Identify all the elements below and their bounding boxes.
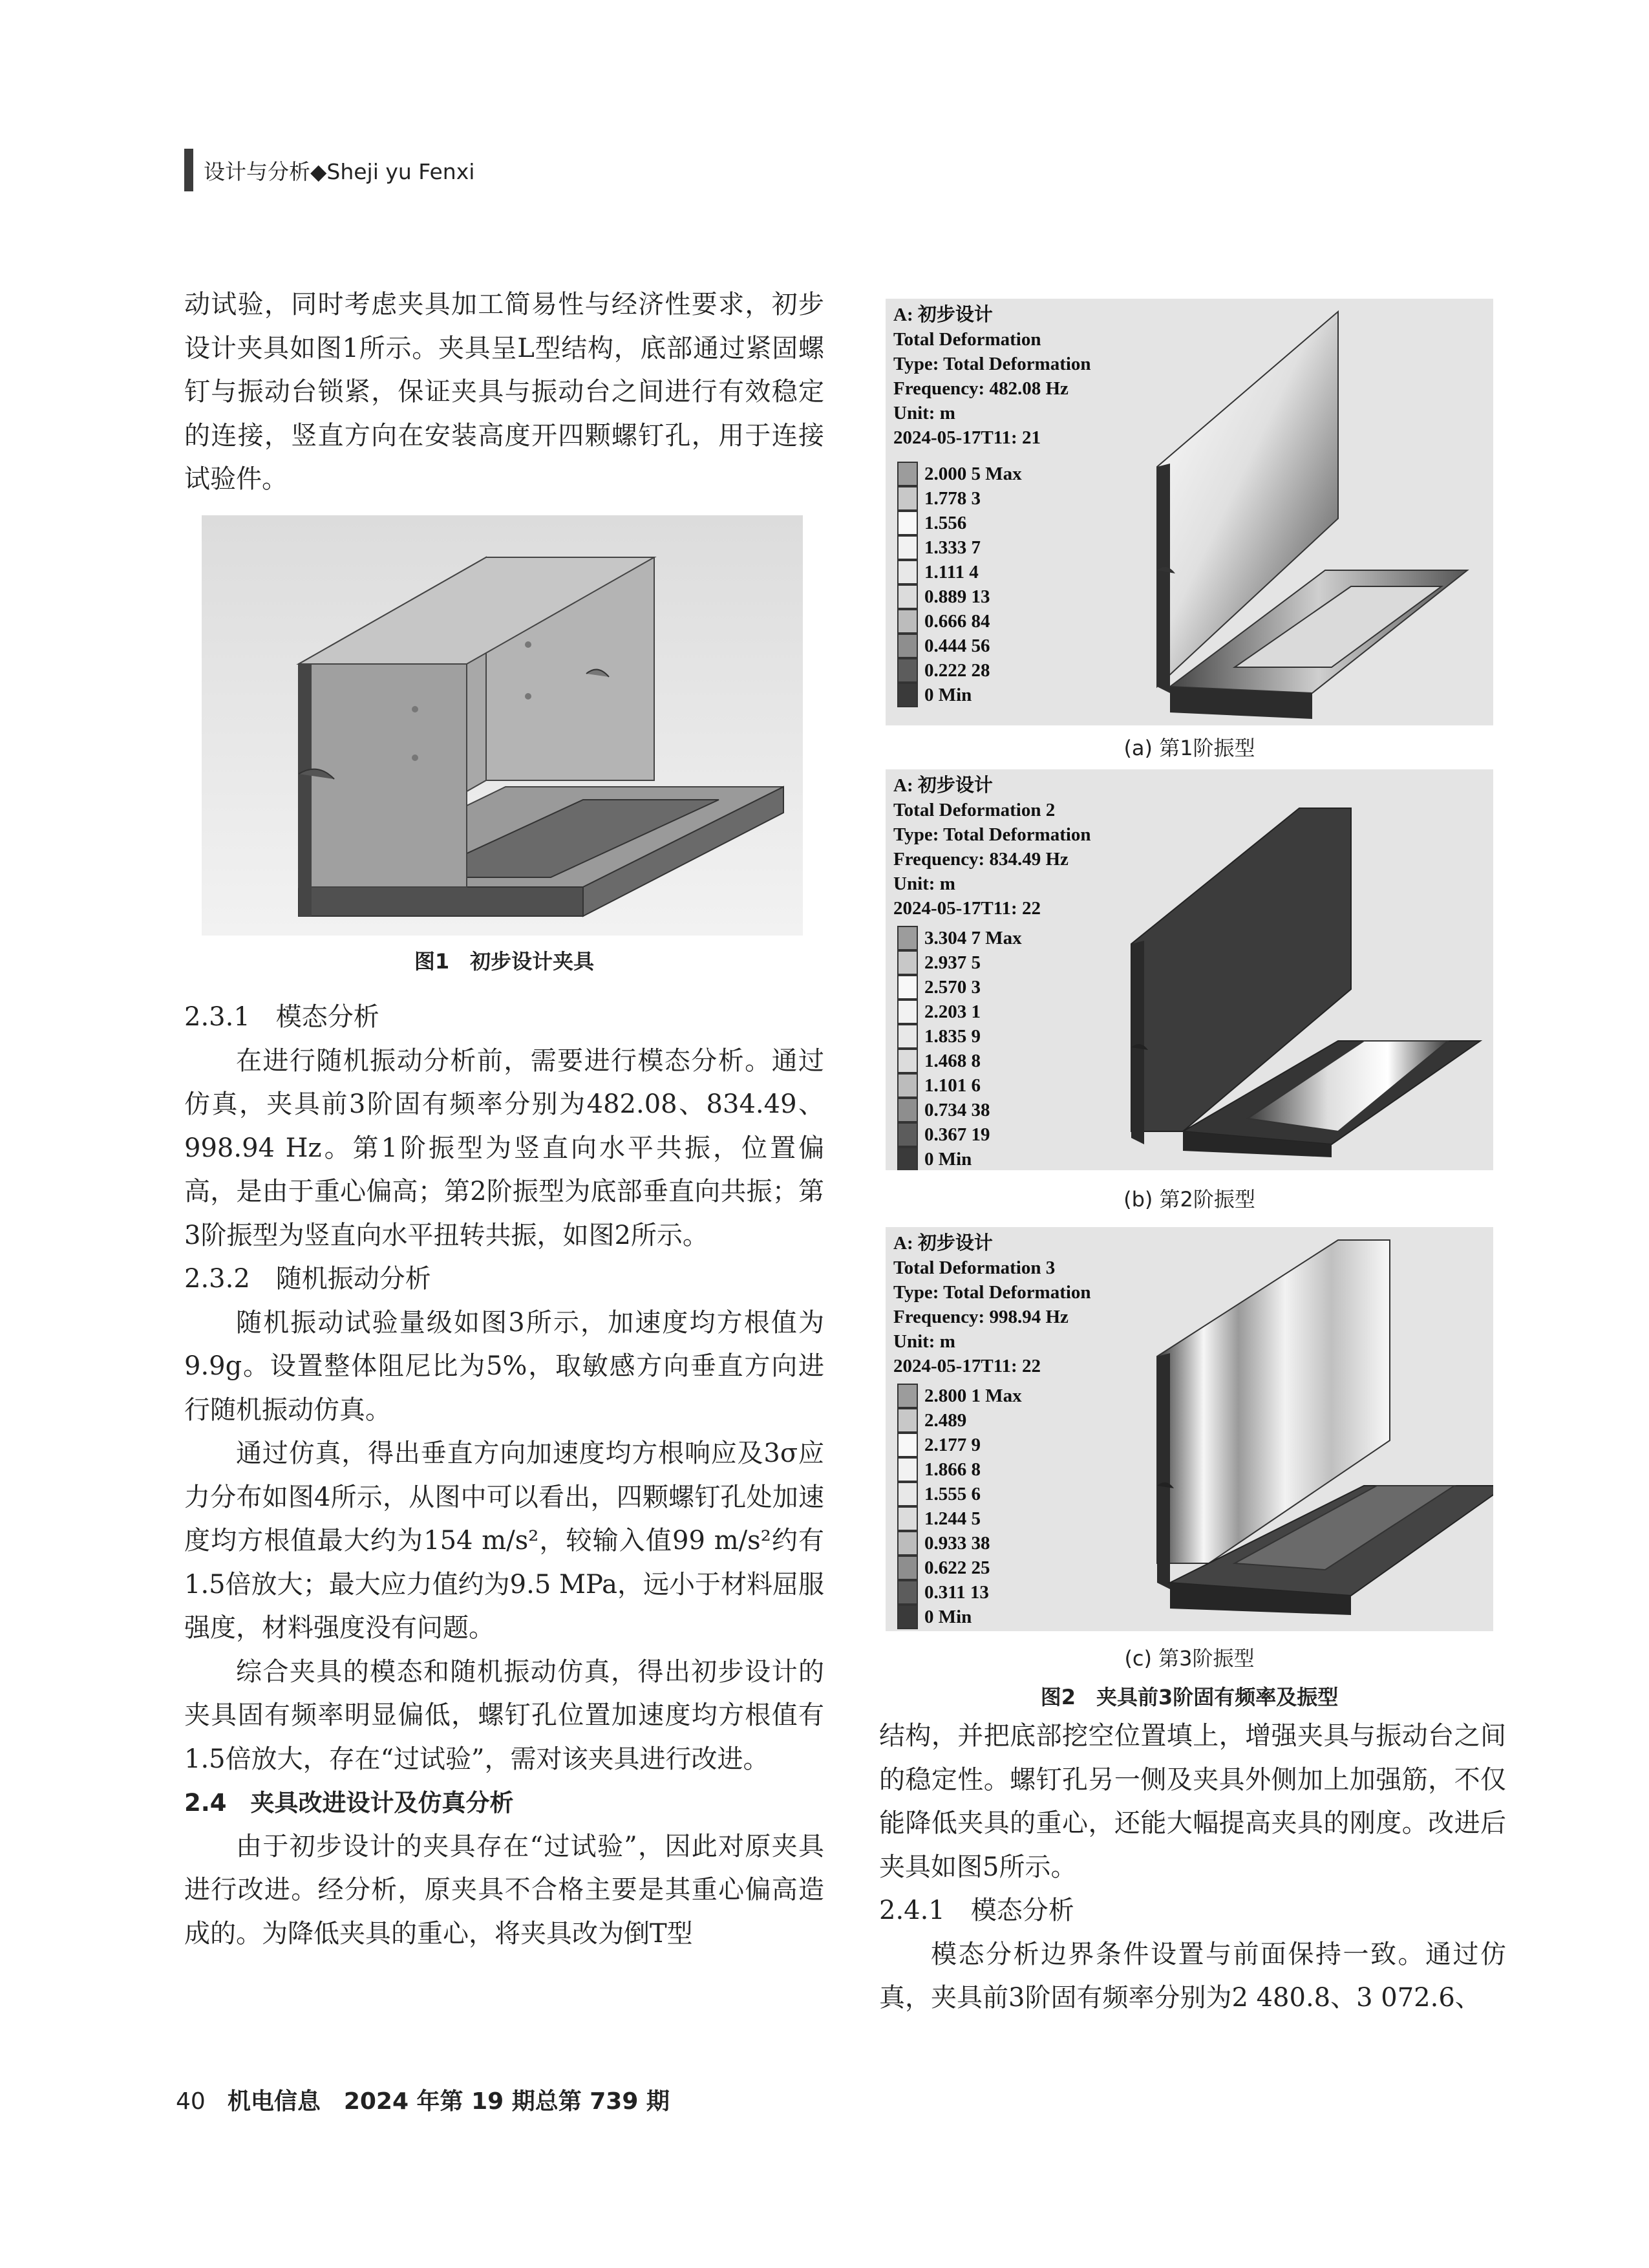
- sim-3-contour-model: [886, 1227, 1493, 1631]
- fixture-3d-model: [202, 515, 803, 936]
- mode-3-caption: (c) 第3阶振型: [1124, 1646, 1255, 1671]
- sim-3-info: A: 初步设计 Total Deformation 3 Type: Total Deformation Frequency: 998.94 Hz Unit: m 2024-05-17T11: 22: [893, 1233, 1091, 1376]
- sim-2-info: A: 初步设计 Total Deformation 2 Type: Total Deformation Frequency: 834.49 Hz Unit: m 2024-05-17T11: 22: [893, 775, 1091, 919]
- left-paragraph-5: 综合夹具的模态和随机振动仿真，得出初步设计的夹具固有频率明显偏低，螺钉孔位置加速度均方根值有1.5倍放大，存在“过试验”，需对该夹具进行改进。: [184, 1656, 824, 1774]
- journal-info: 机电信息 2024 年第 19 期总第 739 期: [227, 2088, 670, 2115]
- mode-2-caption: (b) 第2阶振型: [1123, 1187, 1255, 1212]
- right-column-body: [879, 1715, 1506, 2020]
- header-text: 设计与分析◆Sheji yu Fenxi: [204, 158, 475, 184]
- right-paragraph-1: 结构，并把底部挖空位置填上，增强夹具与振动台之间的稳定性。螺钉孔另一侧及夹具外侧加上加强筋，不仅能降低夹具的重心，还能大幅提高夹具的刚度。改进后夹具如图5所示。: [879, 1721, 1506, 1882]
- sim-2-legend: 3.304 7 Max 2.937 5 2.570 3 2.203 1 1.835 9 1.468 8 1.101 6 0.734 38 0.367 19 0 Min: [897, 926, 1022, 1170]
- figure-1-image: [202, 515, 803, 936]
- left-paragraph-6: 由于初步设计的夹具存在“过试验”，因此对原夹具进行改进。经分析，原夹具不合格主要是其重心偏高造成的。为降低夹具的重心，将夹具改为倒T型: [184, 1831, 824, 1949]
- right-paragraph-2: 模态分析边界条件设置与前面保持一致。通过仿真，夹具前3阶固有频率分别为2 480.8、3 072.6、: [879, 1939, 1506, 2013]
- section-2-3-1-heading: 2.3.1 模态分析: [184, 1002, 379, 1032]
- left-column-body: [184, 996, 824, 1956]
- left-paragraph-3: 随机振动试验量级如图3所示，加速度均方根值为9.9g。设置整体阻尼比为5%，取敏感方向垂直方向进行随机振动仿真。: [184, 1307, 824, 1425]
- sim-1-info: A: 初步设计 Total Deformation Type: Total Deformation Frequency: 482.08 Hz Unit: m 2024-05-17T11: 21: [893, 305, 1091, 448]
- sim-3-legend: 2.800 1 Max 2.489 2.177 9 1.866 8 1.555 6 1.244 5 0.933 38 0.622 25 0.311 13 0 Min: [897, 1384, 1022, 1629]
- mode-2-simulation: [886, 769, 1493, 1170]
- section-2-3-2-heading: 2.3.2 随机振动分析: [184, 1264, 431, 1294]
- sim-1-legend: 2.000 5 Max 1.778 3 1.556 1.333 7 1.111 4 0.889 13 0.666 84 0.444 56 0.222 28 0 Min: [897, 462, 1022, 707]
- left-paragraph-4: 通过仿真，得出垂直方向加速度均方根响应及3σ应力分布如图4所示，从图中可以看出，四颗螺钉孔处加速度均方根值最大约为154 m/s²，较输入值99 m/s²约有1.5倍放大；最大应力值约为9.5 MPa，远小于材料屈服强度，材料强度没有问题。: [184, 1439, 824, 1643]
- page-footer: [176, 2083, 670, 2116]
- running-header: [184, 150, 474, 190]
- mode-1-simulation: [886, 299, 1493, 725]
- sim-2-contour-model: [886, 769, 1493, 1170]
- page-number: 40: [176, 2088, 206, 2115]
- figure-1-caption: 图1 初步设计夹具: [414, 949, 595, 974]
- sim-1-contour-model: [886, 299, 1493, 725]
- mode-1-caption: (a) 第1阶振型: [1123, 736, 1255, 760]
- header-bar: [184, 149, 193, 191]
- left-paragraph-1: 动试验，同时考虑夹具加工简易性与经济性要求，初步设计夹具如图1所示。夹具呈L型结构，底部通过紧固螺钉与振动台锁紧，保证夹具与振动台之间进行有效稳定的连接，竖直方向在安装高度开四颗螺钉孔，用于连接试验件。: [184, 290, 824, 494]
- figure-2-caption: 图2 夹具前3阶固有频率及振型: [1040, 1685, 1339, 1709]
- section-2-4-1-heading: 2.4.1 模态分析: [879, 1896, 1074, 1925]
- mode-3-simulation: [886, 1227, 1493, 1631]
- section-2-4-heading: 2.4 夹具改进设计及仿真分析: [184, 1789, 514, 1817]
- left-paragraph-2: 在进行随机振动分析前，需要进行模态分析。通过仿真，夹具前3阶固有频率分别为482.08、834.49、998.94 Hz。第1阶振型为竖直向水平共振，位置偏高，是由于重心偏高；第2阶振型为底部垂直向共振；第3阶振型为竖直向水平扭转共振，如图2所示。: [184, 1045, 824, 1250]
- left-column-top: [184, 283, 824, 502]
